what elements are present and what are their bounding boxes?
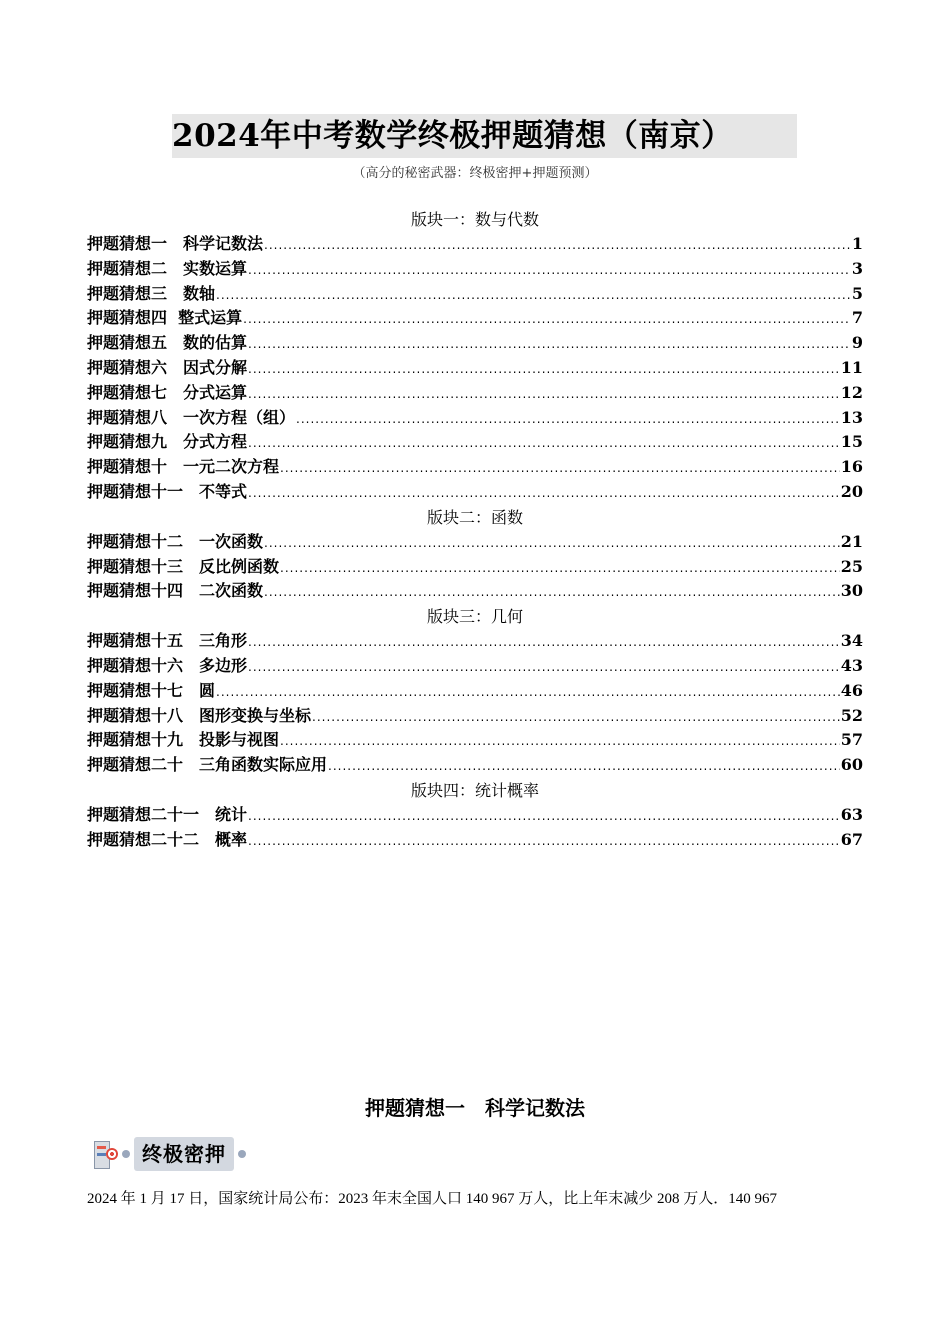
toc-entry[interactable] (87, 430, 863, 455)
toc-entry[interactable] (87, 455, 863, 480)
toc-entry[interactable] (87, 828, 863, 853)
toc-entry[interactable] (87, 356, 863, 381)
toc-leader-dots (248, 332, 851, 357)
toc-page-number: 15 (840, 432, 863, 452)
toc-entry-label: 押题猜想五 数的估算 (87, 333, 248, 353)
toc-leader-dots (248, 382, 840, 407)
toc-entry[interactable] (87, 654, 863, 679)
toc-entry[interactable] (87, 579, 863, 604)
toc-entry-label: 押题猜想十五 三角形 (87, 631, 248, 651)
toc-leader-dots (280, 456, 840, 481)
toc-page-number: 30 (840, 581, 863, 601)
toc-entry-label: 押题猜想二 实数运算 (87, 258, 248, 278)
toc-entry[interactable] (87, 530, 863, 555)
toc-entry-label: 押题猜想十九 投影与视图 (87, 730, 280, 750)
toc-page-number: 7 (851, 308, 863, 328)
toc-leader-dots (248, 630, 840, 655)
toc-entry[interactable] (87, 753, 863, 778)
dot-icon (122, 1150, 130, 1158)
toc-entry[interactable] (87, 306, 863, 331)
toc-entry[interactable] (87, 480, 863, 505)
toc-page-number: 5 (851, 283, 863, 303)
toc-page-number: 67 (840, 829, 863, 849)
toc-entry-label: 押题猜想三 数轴 (87, 283, 216, 303)
toc-leader-dots (248, 481, 840, 506)
toc-entry-label: 押题猜想十 一元二次方程 (87, 457, 280, 477)
toc-page-number: 11 (840, 357, 863, 377)
toc-entry[interactable] (87, 679, 863, 704)
document-subtitle: （高分的秘密武器：终极密押+押题预测） (352, 166, 598, 181)
toc-page-number: 21 (840, 531, 863, 551)
toc-entry[interactable] (87, 555, 863, 580)
toc-page-number: 46 (840, 680, 863, 700)
toc-page-number: 52 (840, 705, 863, 725)
section-heading: 押题猜想一 科学记数法 (365, 1096, 585, 1120)
toc-entry[interactable] (87, 704, 863, 729)
toc-leader-dots (248, 431, 840, 456)
toc-page-number: 12 (840, 382, 863, 402)
toc-entry-label: 押题猜想一 科学记数法 (87, 234, 264, 253)
toc-section-heading: 版块二：函数 (426, 507, 523, 527)
toc-leader-dots (248, 258, 851, 283)
toc-leader-dots (264, 580, 840, 605)
badge-label: 终极密押 (134, 1137, 234, 1171)
toc-leader-dots (216, 283, 851, 308)
toc-entry[interactable] (87, 232, 863, 257)
toc-entry[interactable] (87, 629, 863, 654)
toc-entry-label: 押题猜想九 分式方程 (87, 432, 248, 452)
document-title: 2024年中考数学终极押题猜想（南京） (172, 118, 733, 154)
toc-entry-label: 押题猜想十八 图形变换与坐标 (87, 705, 312, 725)
dot-icon (238, 1150, 246, 1158)
toc-entry-label: 押题猜想十三 反比例函数 (87, 556, 280, 576)
toc-entry[interactable] (87, 803, 863, 828)
toc-entry-label: 押题猜想十七 圆 (87, 680, 216, 700)
toc-section-heading: 版块三：几何 (426, 607, 523, 627)
toc-page-number: 20 (840, 481, 863, 501)
toc-entry-label: 押题猜想十二 一次函数 (87, 531, 264, 551)
table-of-contents (87, 207, 863, 853)
toc-section-heading: 版块一：数与代数 (410, 210, 539, 229)
final-prediction-badge (94, 1136, 250, 1172)
toc-entry-label: 押题猜想十一 不等式 (87, 481, 248, 501)
toc-leader-dots (280, 729, 840, 754)
toc-leader-dots (248, 655, 840, 680)
toc-entry-label: 押题猜想八 一次方程（组） (87, 407, 296, 427)
toc-entry[interactable] (87, 728, 863, 753)
toc-leader-dots (248, 804, 840, 829)
toc-entry-label: 押题猜想六 因式分解 (87, 357, 248, 377)
toc-page-number: 25 (840, 556, 863, 576)
toc-page-number: 43 (840, 655, 863, 675)
toc-page-number: 63 (840, 804, 863, 824)
toc-page-number: 9 (851, 333, 863, 353)
toc-section-heading: 版块四：统计概率 (410, 780, 539, 800)
document-target-icon (94, 1139, 118, 1169)
toc-leader-dots (296, 407, 840, 432)
toc-entry[interactable] (87, 257, 863, 282)
toc-leader-dots (248, 357, 840, 382)
toc-leader-dots (243, 307, 851, 332)
toc-page-number: 16 (840, 457, 863, 477)
toc-page-number: 57 (840, 730, 863, 750)
toc-entry-label: 押题猜想二十 三角函数实际应用 (87, 755, 328, 775)
toc-leader-dots (248, 829, 840, 854)
toc-page-number: 60 (840, 755, 863, 775)
toc-page-number: 13 (840, 407, 863, 427)
toc-entry-label: 押题猜想十四 二次函数 (87, 581, 264, 601)
toc-leader-dots (312, 705, 840, 730)
toc-entry-label: 押题猜想四 整式运算 (87, 308, 243, 328)
toc-leader-dots (216, 680, 840, 705)
toc-entry[interactable] (87, 406, 863, 431)
toc-leader-dots (328, 754, 840, 779)
toc-leader-dots (280, 556, 840, 581)
toc-page-number: 1 (851, 234, 863, 253)
toc-entry[interactable] (87, 331, 863, 356)
toc-leader-dots (264, 233, 851, 258)
toc-entry[interactable] (87, 381, 863, 406)
toc-entry-label: 押题猜想七 分式运算 (87, 382, 248, 402)
toc-entry-label: 押题猜想二十二 概率 (87, 829, 248, 849)
toc-entry[interactable] (87, 282, 863, 307)
toc-page-number: 34 (840, 631, 863, 651)
toc-page-number: 3 (851, 258, 863, 278)
body-paragraph: 2024 年 1 月 17 日，国家统计局公布：2023 年末全国人口 140 967 万人，比上年末减少 208 万人．140 967 (87, 1191, 778, 1207)
toc-leader-dots (264, 531, 840, 556)
toc-entry-label: 押题猜想十六 多边形 (87, 655, 248, 675)
toc-entry-label: 押题猜想二十一 统计 (87, 804, 248, 824)
